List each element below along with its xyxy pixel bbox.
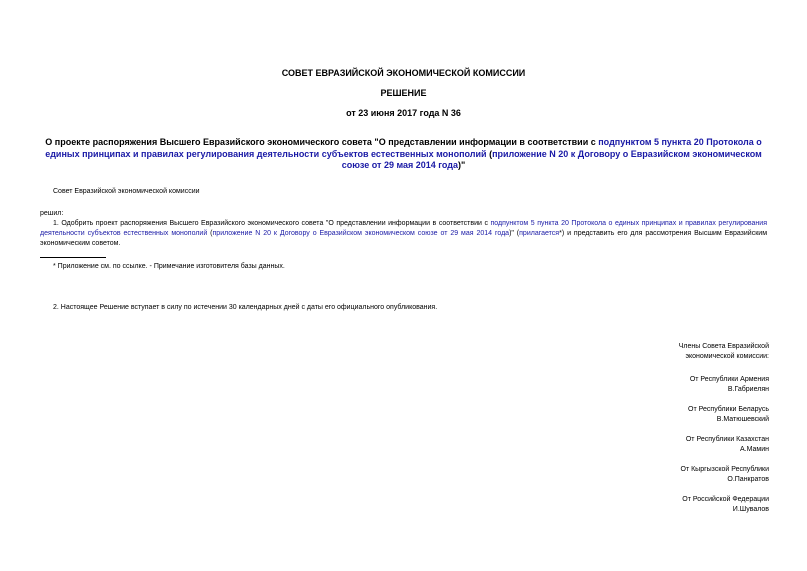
title-link-treaty[interactable]: приложение N 20 к Договору о Евразийском экономическом союзе от 29 мая 2014 года: [341, 148, 762, 170]
signature-kyrgyzstan: [549, 465, 769, 485]
signature-name: А.Мамин: [739, 446, 769, 453]
signature-name: В.Матюшевский: [716, 416, 769, 423]
signature-name: О.Панкратов: [727, 476, 769, 483]
decision-date: от 23 июня 2017 года N 36: [346, 108, 461, 118]
signature-country: От Республики Беларусь: [688, 406, 769, 413]
signature-name: В.Габриелян: [727, 386, 769, 393]
footnote: * Приложение см. по ссылке. - Примечание изготовителя базы данных.: [53, 263, 285, 270]
members-heading: [549, 342, 769, 362]
document-title: [40, 137, 767, 172]
para1-text-4: *) и представить его для рассмотрения Высшим Евразийским экономическим советом.: [40, 230, 768, 247]
paragraph-2: 2. Настоящее Решение вступает в силу по истечении 30 календарных дней с даты его официального опубликования.: [53, 304, 438, 311]
signature-country: От Республики Казахстан: [685, 436, 769, 443]
council-heading: СОВЕТ ЕВРАЗИЙСКОЙ ЭКОНОМИЧЕСКОЙ КОМИССИИ: [281, 68, 526, 78]
signature-country: От Республики Армения: [689, 376, 769, 383]
para1-link-appendix[interactable]: прилагается: [519, 230, 560, 237]
title-text-1: О проекте распоряжения Высшего Евразийского экономического совета "О представлении информации в соответствии с: [45, 137, 599, 147]
signature-russia: [549, 495, 769, 515]
decided-label: решил:: [40, 210, 64, 217]
signature-kazakhstan: [549, 435, 769, 455]
members-line-2: экономической комиссии:: [685, 353, 769, 360]
footnote-divider: [40, 257, 106, 258]
para1-text-2: (: [207, 230, 213, 237]
decision-heading: РЕШЕНИЕ: [380, 88, 427, 98]
members-line-1: Члены Совета Евразийской: [678, 343, 769, 350]
para1-link-treaty[interactable]: приложение N 20 к Договору о Евразийском экономическом союзе от 29 мая 2014 года: [212, 230, 510, 237]
paragraph-1: [40, 219, 767, 249]
signature-belarus: [549, 405, 769, 425]
signature-name: И.Шувалов: [732, 506, 769, 513]
signature-country: От Российской Федерации: [682, 496, 769, 503]
signature-armenia: [549, 375, 769, 395]
preamble: Совет Евразийской экономической комиссии: [53, 188, 200, 195]
title-link-protocol[interactable]: подпунктом 5 пункта 20 Протокола о единых принципах и правилах регулирования деятельности субъектов естественных монополий: [45, 137, 762, 159]
title-text-2: (: [486, 148, 493, 159]
para1-text-1: 1. Одобрить проект распоряжения Высшего Евразийского экономического совета "О представлении информации в соответствии с: [53, 220, 491, 227]
signature-country: От Кыргызской Республики: [680, 466, 769, 473]
para1-link-protocol[interactable]: подпунктом 5 пункта 20 Протокола о единых принципах и правилах регулирования деятельности субъектов естественных монополий: [40, 220, 767, 237]
title-text-3: )": [458, 160, 466, 170]
para1-text-3: )" (: [509, 230, 520, 237]
